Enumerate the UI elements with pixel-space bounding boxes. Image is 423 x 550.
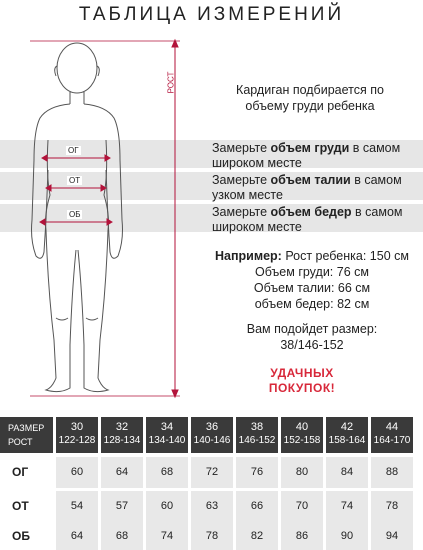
- table-cell: 78: [191, 521, 233, 550]
- chest-label: ОГ: [68, 146, 79, 155]
- table-cell: 60: [146, 491, 188, 522]
- header-size-col: 38 146-152: [236, 417, 278, 453]
- row-label: ОГ: [12, 465, 29, 479]
- table-cell: 82: [236, 521, 278, 550]
- intro-line2: объему груди ребенка: [245, 99, 375, 113]
- table-cell: 84: [326, 457, 368, 488]
- table-cell: 80: [281, 457, 323, 488]
- intro-text: [212, 82, 408, 114]
- table-header-row: [0, 417, 423, 453]
- table-cell: 94: [371, 521, 413, 550]
- table-cell: 86: [281, 521, 323, 550]
- intro-line1: Кардиган подбирается по: [236, 83, 384, 97]
- fit-line1: Вам подойдет размер:: [246, 322, 378, 336]
- table-cell: 88: [371, 457, 413, 488]
- table-cell: 63: [191, 491, 233, 522]
- table-cell: 57: [101, 491, 143, 522]
- header-size-col: 32 128-134: [101, 417, 143, 453]
- table-cell: 74: [326, 491, 368, 522]
- chest-instruction-bold: объем груди: [270, 141, 350, 155]
- waist-instruction-bold: объем талии: [270, 173, 351, 187]
- header-size-col: 30 122-128: [56, 417, 98, 453]
- header-size-col: 40 152-158: [281, 417, 323, 453]
- example-lead: Например:: [215, 249, 282, 263]
- header-label-size: РАЗМЕР: [8, 423, 45, 433]
- hip-label: ОБ: [69, 210, 81, 219]
- header-size-col: 42 158-164: [326, 417, 368, 453]
- fit-line2: 38/146-152: [280, 338, 344, 352]
- header-size-col: 34 134-140: [146, 417, 188, 453]
- height-label: РОСТ: [166, 71, 176, 94]
- table-cell: 76: [236, 457, 278, 488]
- header-label-height: РОСТ: [8, 437, 33, 447]
- header-label-cell: [0, 417, 53, 453]
- header-size-col: 44 164-170: [371, 417, 413, 453]
- table-cell: 70: [281, 491, 323, 522]
- table-cell: 60: [56, 457, 98, 488]
- height-arrow: [30, 40, 180, 397]
- table-row-waist: [0, 491, 423, 522]
- table-cell: 74: [146, 521, 188, 550]
- example-block: [206, 248, 418, 312]
- table-cell: 68: [101, 521, 143, 550]
- table-cell: 72: [191, 457, 233, 488]
- hip-instruction-bold: объем бедер: [270, 205, 352, 219]
- table-cell: 54: [56, 491, 98, 522]
- table-cell: 68: [146, 457, 188, 488]
- table-row-chest: [0, 457, 423, 488]
- table-cell: 78: [371, 491, 413, 522]
- table-row-hips: [0, 521, 423, 550]
- example-line3: Объем талии: 66 см: [253, 281, 371, 295]
- example-line2: Объем груди: 76 см: [255, 265, 369, 279]
- table-cell: 66: [236, 491, 278, 522]
- row-label: ОБ: [12, 529, 30, 543]
- example-line1: Рост ребенка: 150 см: [281, 249, 409, 263]
- example-line4: объем бедер: 82 см: [254, 297, 370, 311]
- chest-instruction: Замерьте объем груди в самом широком месте: [212, 141, 401, 170]
- luck-message: УДАЧНЫХ ПОКУПОК!: [268, 366, 336, 395]
- page-title: ТАБЛИЦА ИЗМЕРЕНИЙ: [78, 4, 345, 25]
- header-size-col: 36 140-146: [191, 417, 233, 453]
- fit-block: [212, 321, 412, 353]
- hip-instruction: Замерьте объем бедер в самом широком месте: [212, 205, 403, 234]
- table-cell: 64: [56, 521, 98, 550]
- waist-instruction: Замерьте объем талии в самом узком месте: [212, 173, 402, 202]
- waist-label: ОТ: [69, 176, 81, 185]
- row-label: ОТ: [12, 499, 29, 513]
- table-cell: 90: [326, 521, 368, 550]
- table-cell: 64: [101, 457, 143, 488]
